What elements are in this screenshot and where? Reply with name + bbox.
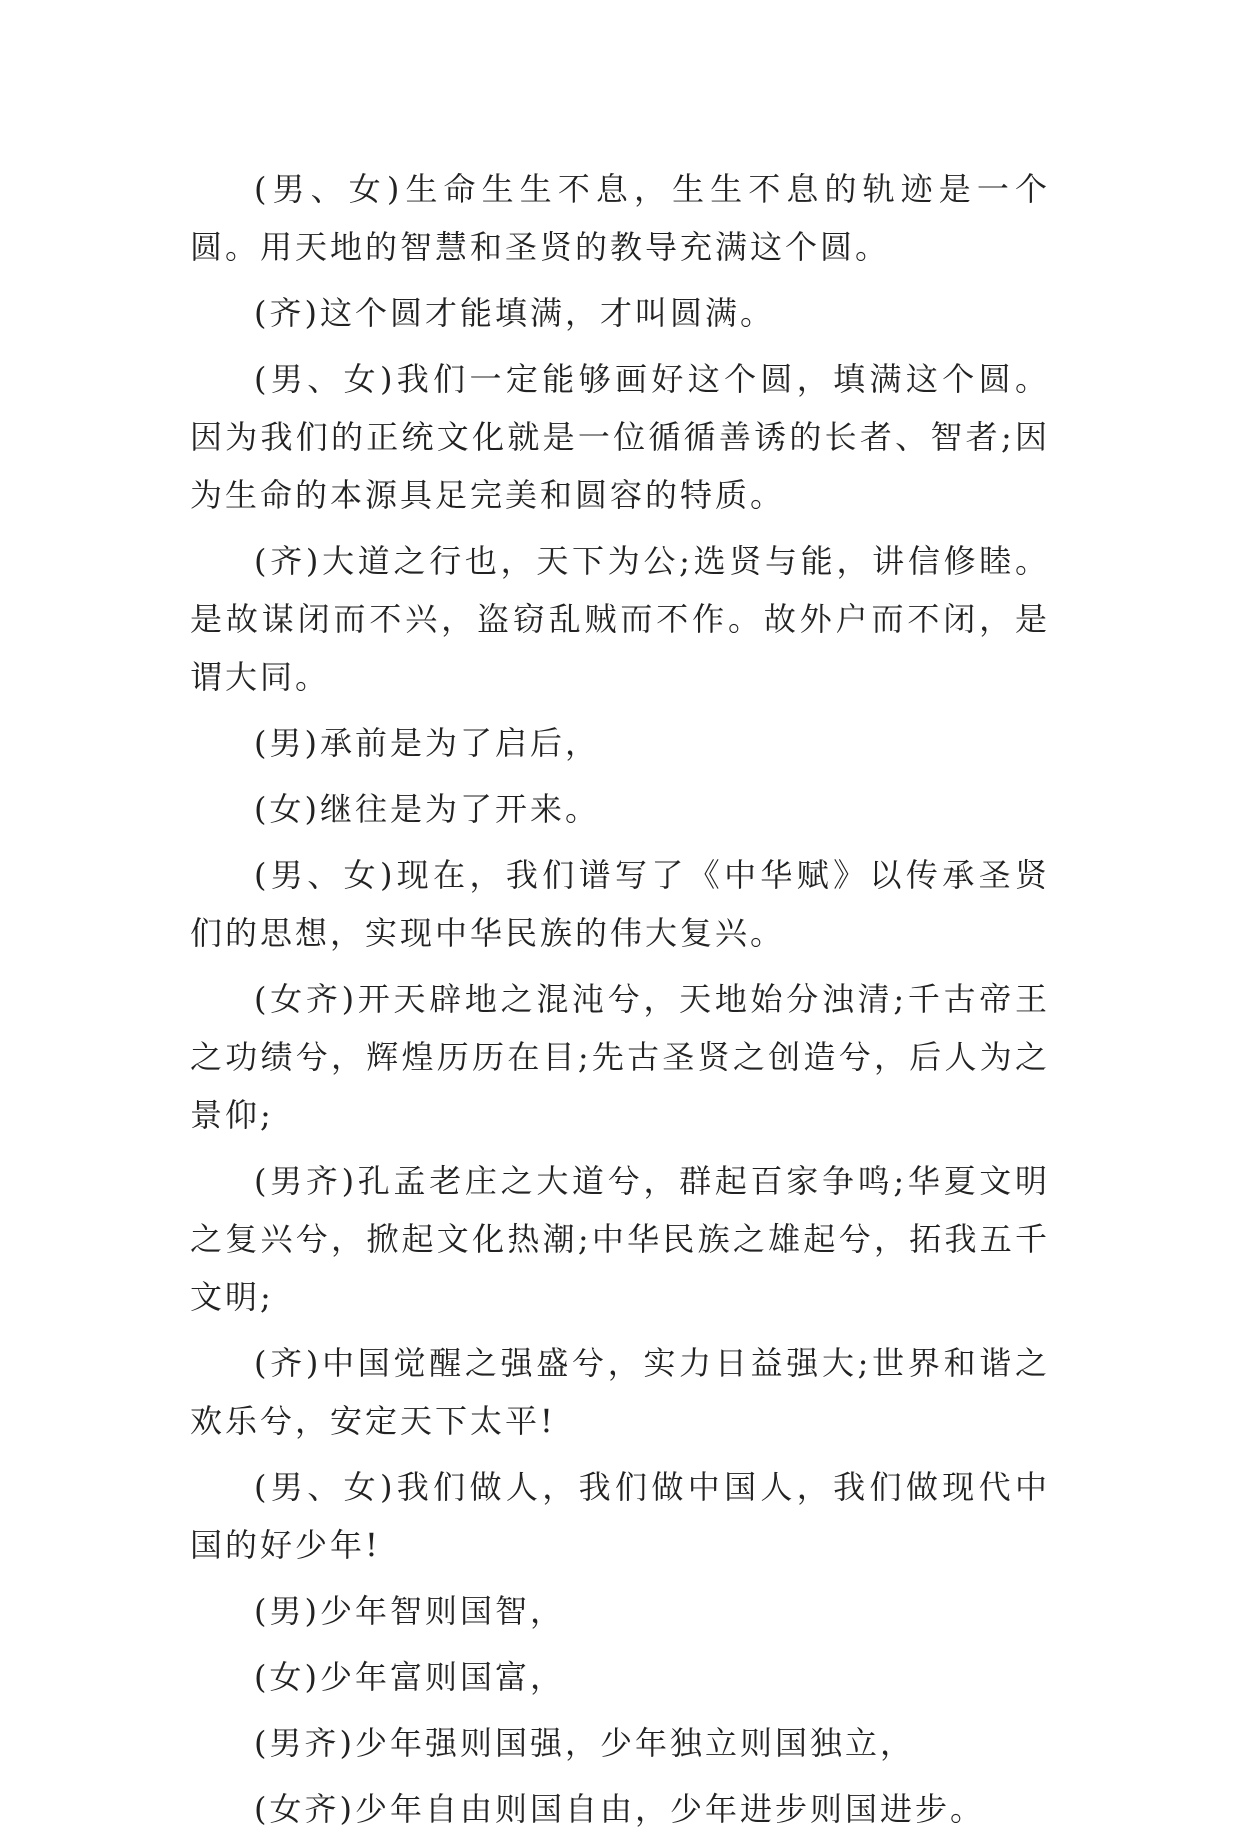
paragraph: (女)继往是为了开来。 bbox=[254, 790, 600, 828]
document-body bbox=[190, 160, 1050, 1846]
paragraph: (男齐)少年强则国强，少年独立则国独立， bbox=[254, 1724, 915, 1762]
paragraph: (齐)这个圆才能填满，才叫圆满。 bbox=[254, 294, 775, 332]
paragraph: (女齐)开天辟地之混沌兮，天地始分浊清;千古帝王之功绩兮，辉煌历历在目;先古圣贤之创造兮，后人为之景仰; bbox=[190, 980, 1050, 1134]
paragraph: (男)少年智则国智， bbox=[254, 1592, 565, 1630]
paragraph: (男、女)我们做人，我们做中国人，我们做现代中国的好少年! bbox=[190, 1468, 1050, 1564]
paragraph: (齐)中国觉醒之强盛兮，实力日益强大;世界和谐之欢乐兮，安定天下太平! bbox=[190, 1344, 1050, 1440]
paragraph: (男齐)孔孟老庄之大道兮，群起百家争鸣;华夏文明之复兴兮，掀起文化热潮;中华民族之雄起兮，拓我五千文明; bbox=[190, 1162, 1050, 1316]
paragraph: (男、女)生命生生不息，生生不息的轨迹是一个圆。用天地的智慧和圣贤的教导充满这个圆。 bbox=[190, 170, 1050, 266]
paragraph: (男、女)现在，我们谱写了《中华赋》以传承圣贤们的思想，实现中华民族的伟大复兴。 bbox=[190, 856, 1050, 952]
paragraph: (男)承前是为了启后， bbox=[254, 724, 600, 762]
paragraph: (齐)大道之行也，天下为公;选贤与能，讲信修睦。是故谋闭而不兴，盗窃乱贼而不作。故外户而不闭，是谓大同。 bbox=[190, 542, 1050, 696]
paragraph: (男、女)我们一定能够画好这个圆，填满这个圆。因为我们的正统文化就是一位循循善诱的长者、智者;因为生命的本源具足完美和圆容的特质。 bbox=[190, 360, 1050, 514]
paragraph: (女齐)少年自由则国自由，少年进步则国进步。 bbox=[254, 1790, 985, 1828]
paragraph: (女)少年富则国富， bbox=[254, 1658, 565, 1696]
